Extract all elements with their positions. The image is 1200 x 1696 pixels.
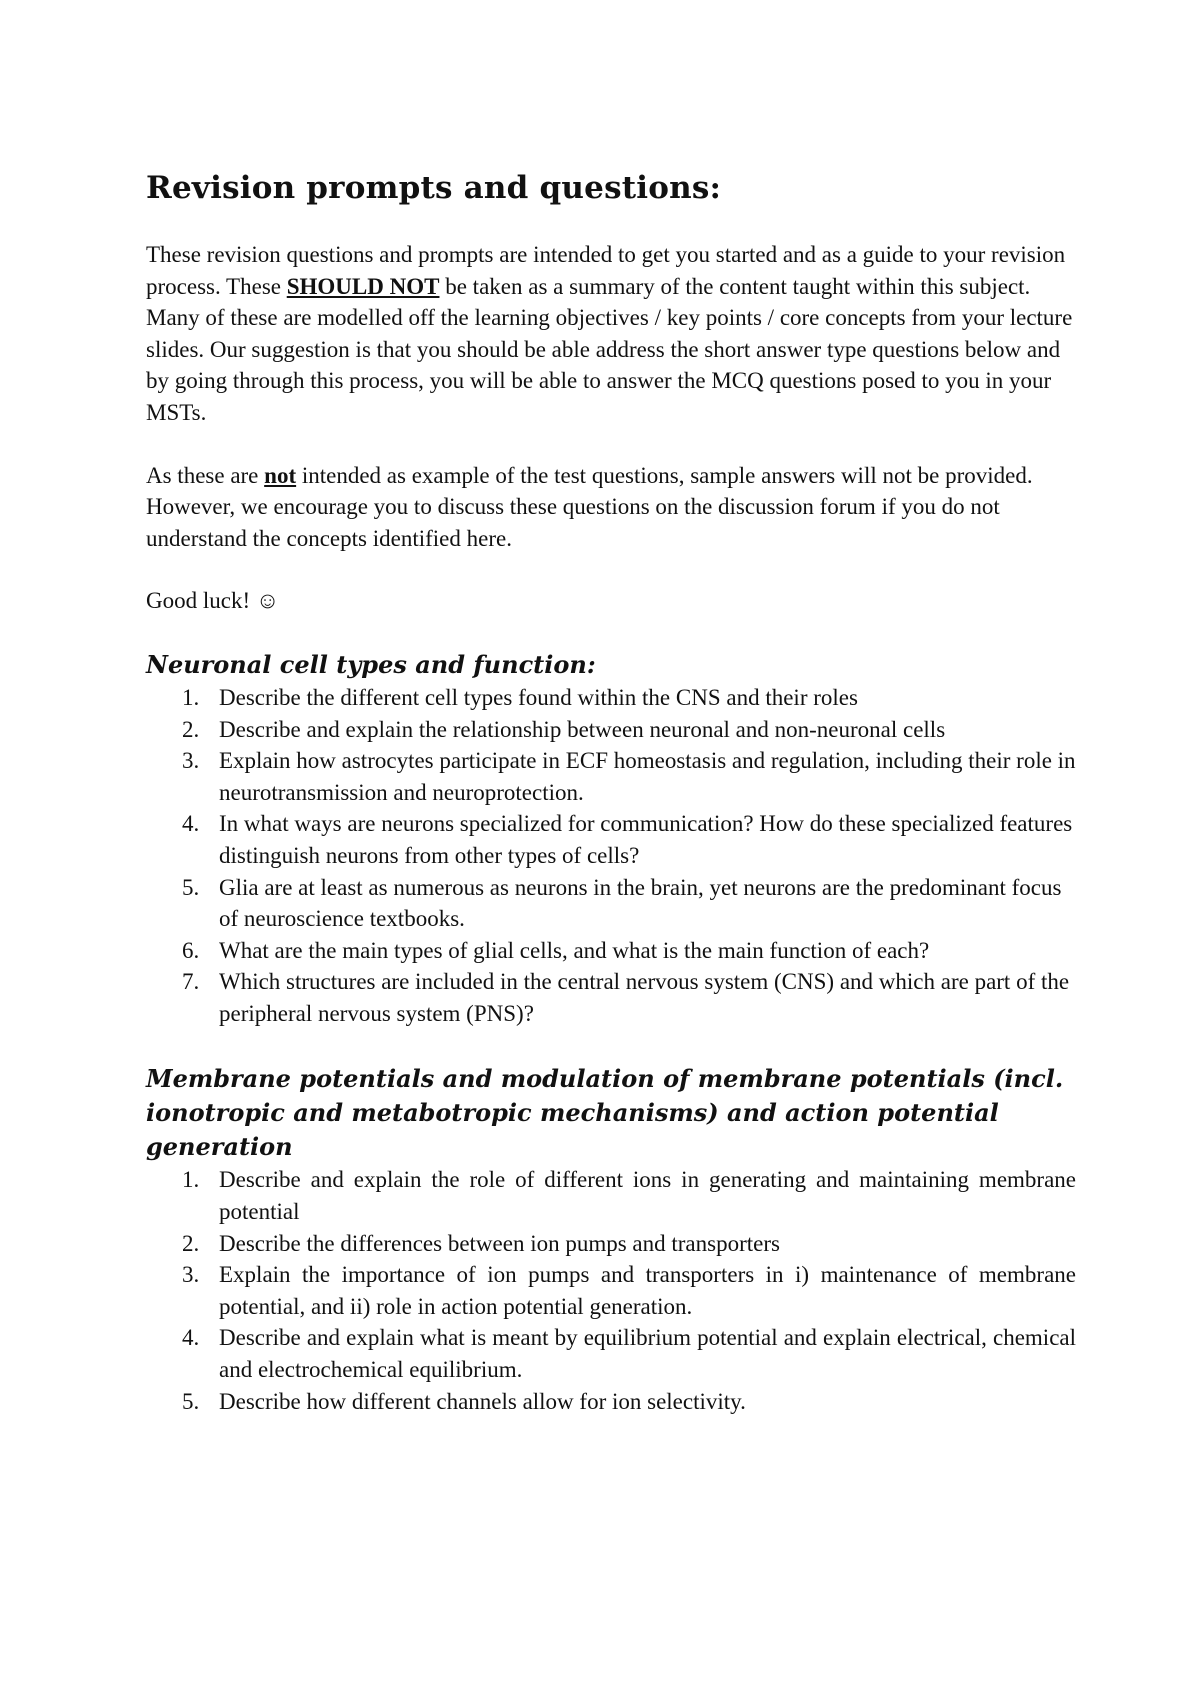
question-number: 4.: [182, 1325, 200, 1351]
question-text: Describe the different cell types found within the CNS and their roles: [219, 684, 858, 710]
question-number: 2.: [182, 716, 200, 742]
question-number: 3.: [182, 1262, 200, 1288]
question-number: 4.: [182, 811, 200, 837]
question-text: Describe how different channels allow for ion selectivity.: [219, 1388, 746, 1414]
question-number: 7.: [182, 969, 200, 995]
question-number: 2.: [182, 1230, 200, 1256]
question-number: 1.: [182, 1167, 200, 1193]
list-item: [146, 714, 1076, 746]
question-text: Describe and explain the role of different ions in generating and maintaining membrane potential: [219, 1167, 1076, 1225]
question-text: Which structures are included in the central nervous system (CNS) and which are part of the peripheral nervous system (PNS)?: [219, 969, 1070, 1026]
question-text: Explain how astrocytes participate in ECF homeostasis and regulation, including their role in neurotransmission and neuroprotection.: [219, 748, 1076, 805]
question-text: Describe and explain what is meant by equilibrium potential and explain electrical, chemical and electrochemical equilibrium.: [219, 1325, 1076, 1383]
intro-paragraph-2: [146, 460, 1076, 555]
question-number: 5.: [182, 874, 200, 900]
question-text: Describe and explain the relationship between neuronal and non-neuronal cells: [219, 716, 946, 742]
list-item: [146, 808, 1076, 871]
question-list-neuronal: [146, 682, 1076, 1030]
intro-text: intended as example of the test questions, sample answers will not be provided. However, we encourage you to discuss these questions on the discussion forum if you do not understand the concepts identified here.: [146, 462, 1033, 551]
list-item: [146, 872, 1076, 935]
page-title: Revision prompts and questions:: [146, 170, 722, 206]
intro-text: As these are: [146, 462, 265, 488]
question-text: What are the main types of glial cells, and what is the main function of each?: [219, 937, 930, 963]
list-item: [146, 1164, 1076, 1227]
section-heading-membrane: Membrane potentials and modulation of membrane potentials (incl. ionotropic and metabotropic mechanisms) and action potential generation: [146, 1064, 1064, 1162]
list-item: [146, 1386, 1076, 1418]
emphasis-not: not: [264, 462, 297, 488]
question-text: Glia are at least as numerous as neurons in the brain, yet neurons are the predominant focus of neuroscience textbooks.: [219, 874, 1062, 932]
document-page: [146, 168, 1076, 1417]
list-item: [146, 1322, 1076, 1385]
question-text: In what ways are neurons specialized for communication? How do these specialized features distinguish neurons from other types of cells?: [219, 811, 1073, 868]
list-item: [146, 935, 1076, 967]
question-number: 5.: [182, 1388, 200, 1414]
intro-text: These revision questions and prompts are intended to get you started and as a guide to your revision process. These: [146, 242, 1066, 299]
list-item: [146, 1228, 1076, 1260]
question-text: Explain the importance of ion pumps and transporters in i) maintenance of membrane potential, and ii) role in action potential generation.: [219, 1262, 1076, 1319]
list-item: [146, 745, 1076, 808]
question-number: 1.: [182, 684, 200, 710]
question-list-membrane: [146, 1164, 1076, 1417]
intro-text: be taken as a summary of the content taught within this subject. Many of these are modelled off the learning objectives / key points / core concepts from your lecture slides. Our suggestion is that you should be able address the short answer type questions below and by going through this process, you will be able to answer the MCQ questions posed to you in your MSTs.: [146, 273, 1073, 425]
list-item: [146, 682, 1076, 714]
list-item: [146, 1259, 1076, 1322]
list-item: [146, 966, 1076, 1029]
good-luck-text: Good luck! ☺: [146, 588, 280, 614]
question-number: 6.: [182, 937, 200, 963]
intro-paragraph-1: [146, 239, 1076, 429]
question-number: 3.: [182, 748, 200, 774]
section-heading-neuronal: Neuronal cell types and function:: [146, 649, 596, 679]
question-text: Describe the differences between ion pumps and transporters: [219, 1230, 780, 1256]
emphasis-should-not: SHOULD NOT: [286, 273, 440, 299]
